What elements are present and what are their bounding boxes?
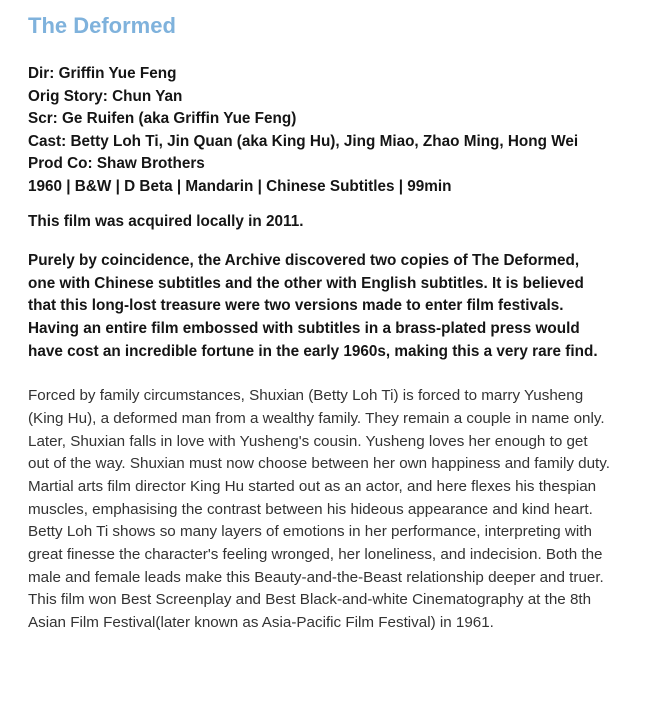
cast-credit: Cast: Betty Loh Ti, Jin Quan (aka King Hu), Jing Miao, Zhao Ming, Hong Wei [28, 132, 579, 150]
archive-highlight: Purely by coincidence, the Archive discovered two copies of The Deformed, one with Chinese subtitles and the other with English subtitles. It is believed that this long-lost treasure were two versions made to enter film festivals. Having an entire film embossed with subtitles in a brass-plated press would have cost an incredible fortune in the early 1960s, making this a very rare find. [28, 252, 598, 360]
film-title: The Deformed [28, 13, 176, 38]
director-credit: Dir: Griffin Yue Feng [28, 65, 177, 82]
acquisition-note: This film was acquired locally in 2011. [28, 212, 304, 230]
production-company-credit: Prod Co: Shaw Brothers [28, 155, 205, 173]
original-story-credit: Orig Story: Chun Yan [28, 87, 183, 105]
screenplay-credit: Scr: Ge Ruifen (aka Griffin Yue Feng) [28, 110, 297, 128]
film-specs: 1960 | B&W | D Beta | Mandarin | Chinese Subtitles | 99min [28, 177, 452, 195]
film-synopsis: Forced by family circumstances, Shuxian (Betty Loh Ti) is forced to marry Yusheng (King Hu), a deformed man from a wealthy family. They remain a couple in name only. Later, Shuxian falls in love with Yusheng's cousin. Yusheng loves her enough to get out of the way. Shuxian must now choose between her own happiness and family duty. Martial arts film director King Hu started out as an actor, and here flexes his thespian muscles, emphasising the contrast between his hideous appearance and kind heart. Betty Loh Ti shows so many layers of emotions in her performance, interpreting with great finesse the character's feeling wronged, her loneliness, and indecision. Both the male and female leads make this Beauty-and-the-Beast relationship deeper and truer. This film won Best Screenplay and Best Black-and-white Cinematography at the 8th Asian Film Festival(later known as Asia-Pacific Film Festival) in 1961. [28, 387, 610, 632]
film-credits [28, 63, 617, 199]
